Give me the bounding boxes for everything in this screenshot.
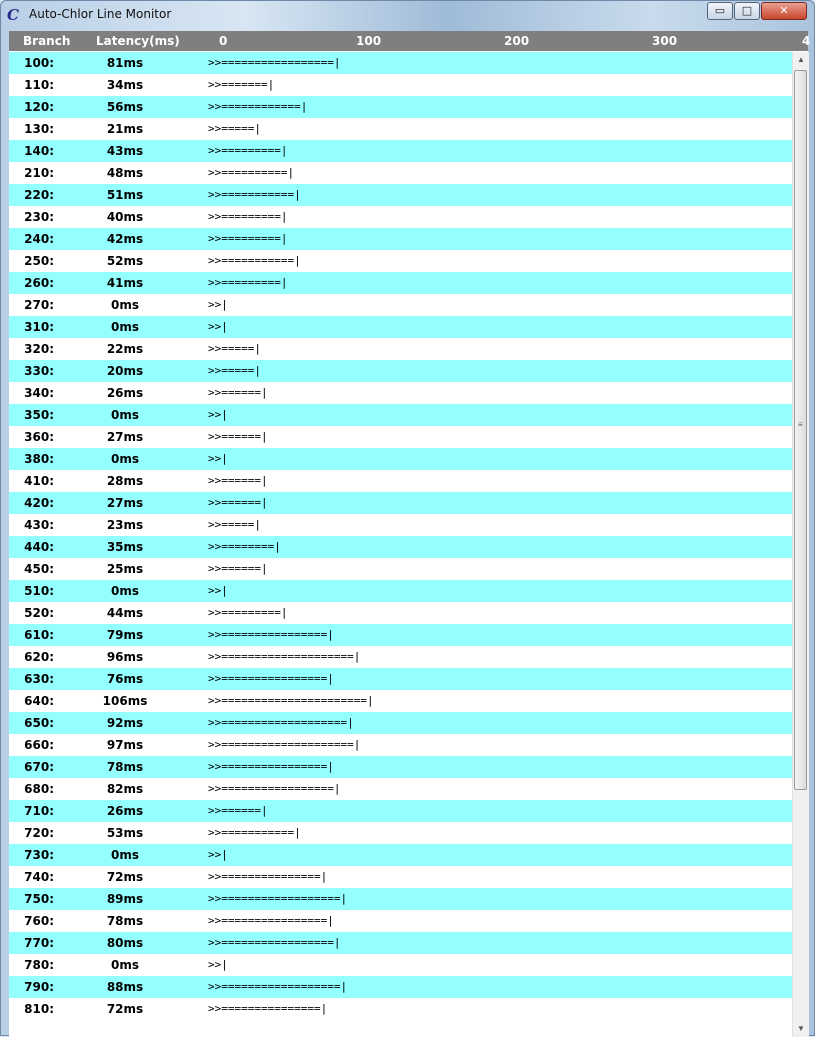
latency-bar: >>======| [208,474,268,487]
latency-bar: >>=====| [208,518,261,531]
latency-bar: >>=====| [208,364,261,377]
branch-row [9,448,792,470]
latency-bar: >>=================| [208,782,341,795]
branch-row [9,228,792,250]
branch-number: 220: [24,188,54,202]
branch-number: 240: [24,232,54,246]
scroll-thumb[interactable] [794,70,807,790]
latency-value: 41ms [106,276,144,290]
branch-row [9,888,792,910]
branch-number: 620: [24,650,54,664]
latency-bar: >>================| [208,914,334,927]
branch-row [9,118,792,140]
latency-value: 82ms [106,782,144,796]
latency-bar: >>================| [208,628,334,641]
branch-row [9,976,792,998]
latency-bar: >>====================| [208,738,361,751]
branch-number: 770: [24,936,54,950]
branch-row [9,800,792,822]
latency-bar: >>=================| [208,56,341,69]
branch-number: 330: [24,364,54,378]
latency-value: 43ms [106,144,144,158]
latency-value: 88ms [106,980,144,994]
scale-tick-200: 200 [504,34,530,48]
branch-row [9,52,792,74]
branch-row [9,998,792,1020]
latency-value: 0ms [111,408,139,422]
branch-number: 610: [24,628,54,642]
branch-number: 750: [24,892,54,906]
latency-bar: >>======| [208,562,268,575]
latency-bar: >>===================| [208,716,354,729]
branch-row [9,426,792,448]
branch-row [9,96,792,118]
scroll-up-arrow-icon[interactable]: ▲ [797,55,805,64]
app-logo-icon: C [7,6,19,24]
grip-icon: ≡ [798,420,803,429]
branch-number: 510: [24,584,54,598]
latency-value: 92ms [106,716,144,730]
branch-number: 810: [24,1002,54,1016]
branch-number: 360: [24,430,54,444]
latency-bar: >>=========| [208,276,288,289]
branch-row [9,932,792,954]
latency-bar: >>==================| [208,892,348,905]
branch-number: 730: [24,848,54,862]
latency-value: 0ms [111,958,139,972]
branch-row [9,602,792,624]
branch-row [9,712,792,734]
branch-row [9,140,792,162]
branch-row [9,272,792,294]
branch-number: 450: [24,562,54,576]
branch-row [9,206,792,228]
latency-value: 72ms [106,870,144,884]
latency-bar: >>===========| [208,188,301,201]
branch-row [9,404,792,426]
latency-value: 0ms [111,848,139,862]
branch-row [9,756,792,778]
branch-row [9,492,792,514]
branch-number: 250: [24,254,54,268]
latency-bar: >>| [208,320,228,333]
latency-bar: >>========| [208,540,281,553]
vertical-scrollbar[interactable] [792,52,809,1037]
branch-row [9,514,792,536]
latency-bar: >>======| [208,386,268,399]
branch-row [9,954,792,976]
branch-row [9,294,792,316]
latency-value: 51ms [106,188,144,202]
branch-row [9,822,792,844]
minimize-button[interactable]: ▭ [707,2,733,20]
column-header [9,31,811,51]
latency-value: 23ms [106,518,144,532]
latency-value: 0ms [111,584,139,598]
latency-bar: >>============| [208,100,308,113]
latency-value: 53ms [106,826,144,840]
latency-value: 96ms [106,650,144,664]
branch-list [9,52,792,1037]
branch-number: 430: [24,518,54,532]
latency-value: 0ms [111,320,139,334]
latency-value: 40ms [106,210,144,224]
latency-value: 26ms [106,804,144,818]
branch-row [9,580,792,602]
branch-number: 270: [24,298,54,312]
scale-tick-300: 300 [652,34,678,48]
branch-row [9,646,792,668]
branch-row [9,162,792,184]
latency-value: 26ms [106,386,144,400]
latency-value: 44ms [106,606,144,620]
branch-row [9,866,792,888]
branch-number: 790: [24,980,54,994]
branch-number: 630: [24,672,54,686]
latency-value: 35ms [106,540,144,554]
latency-value: 0ms [111,298,139,312]
branch-number: 260: [24,276,54,290]
latency-bar: >>=======| [208,78,275,91]
latency-bar: >>| [208,848,228,861]
latency-bar: >>| [208,408,228,421]
close-button[interactable]: ✕ [761,2,807,20]
branch-number: 740: [24,870,54,884]
latency-value: 27ms [106,496,144,510]
branch-number: 320: [24,342,54,356]
scroll-down-arrow-icon[interactable]: ▼ [797,1024,805,1033]
latency-value: 97ms [106,738,144,752]
scale-tick-100: 100 [356,34,382,48]
latency-value: 28ms [106,474,144,488]
branch-row [9,250,792,272]
latency-bar: >>| [208,452,228,465]
branch-number: 350: [24,408,54,422]
maximize-button[interactable]: □ [734,2,760,20]
branch-row [9,910,792,932]
scale-tick-400: 4 [802,34,811,48]
latency-value: 34ms [106,78,144,92]
title-bar[interactable] [1,1,814,29]
branch-row [9,690,792,712]
latency-bar: >>===========| [208,254,301,267]
window-title: Auto-Chlor Line Monitor [29,7,172,21]
branch-row [9,734,792,756]
latency-bar: >>| [208,584,228,597]
branch-number: 670: [24,760,54,774]
branch-row [9,624,792,646]
latency-value: 80ms [106,936,144,950]
branch-number: 310: [24,320,54,334]
latency-bar: >>==========| [208,166,295,179]
latency-value: 106ms [102,694,148,708]
latency-bar: >>====================| [208,650,361,663]
branch-number: 720: [24,826,54,840]
latency-bar: >>| [208,298,228,311]
branch-row [9,74,792,96]
branch-number: 780: [24,958,54,972]
branch-number: 110: [24,78,54,92]
scale-tick-0: 0 [219,34,228,48]
branch-row [9,536,792,558]
latency-value: 25ms [106,562,144,576]
branch-row [9,382,792,404]
branch-number: 650: [24,716,54,730]
branch-number: 340: [24,386,54,400]
latency-value: 56ms [106,100,144,114]
latency-bar: >>===============| [208,1002,328,1015]
branch-row [9,338,792,360]
branch-number: 440: [24,540,54,554]
latency-bar: >>=========| [208,144,288,157]
branch-number: 130: [24,122,54,136]
branch-row [9,668,792,690]
branch-number: 410: [24,474,54,488]
branch-number: 660: [24,738,54,752]
latency-value: 27ms [106,430,144,444]
latency-bar: >>=========| [208,210,288,223]
latency-bar: >>===============| [208,870,328,883]
latency-value: 48ms [106,166,144,180]
latency-value: 21ms [106,122,144,136]
branch-number: 680: [24,782,54,796]
branch-row [9,184,792,206]
branch-number: 120: [24,100,54,114]
branch-number: 140: [24,144,54,158]
latency-value: 89ms [106,892,144,906]
branch-number: 640: [24,694,54,708]
latency-bar: >>======| [208,430,268,443]
latency-value: 79ms [106,628,144,642]
branch-row [9,470,792,492]
latency-bar: >>=========| [208,606,288,619]
branch-number: 230: [24,210,54,224]
latency-column-header: Latency(ms) [96,34,180,48]
latency-value: 76ms [106,672,144,686]
branch-number: 760: [24,914,54,928]
latency-value: 78ms [106,760,144,774]
latency-bar: >>======================| [208,694,374,707]
latency-bar: >>=====| [208,122,261,135]
latency-bar: >>======| [208,496,268,509]
branch-number: 710: [24,804,54,818]
branch-row [9,558,792,580]
latency-bar: >>| [208,958,228,971]
latency-bar: >>=================| [208,936,341,949]
latency-bar: >>=====| [208,342,261,355]
latency-value: 78ms [106,914,144,928]
latency-bar: >>=========| [208,232,288,245]
latency-value: 42ms [106,232,144,246]
monitor-panel [9,31,811,1037]
latency-value: 20ms [106,364,144,378]
latency-value: 72ms [106,1002,144,1016]
branch-row [9,316,792,338]
latency-bar: >>===========| [208,826,301,839]
branch-number: 380: [24,452,54,466]
latency-value: 52ms [106,254,144,268]
latency-bar: >>================| [208,760,334,773]
latency-bar: >>==================| [208,980,348,993]
branch-column-header: Branch [23,34,71,48]
latency-bar: >>================| [208,672,334,685]
branch-number: 420: [24,496,54,510]
branch-row [9,778,792,800]
latency-value: 0ms [111,452,139,466]
branch-number: 520: [24,606,54,620]
branch-number: 100: [24,56,54,70]
latency-value: 81ms [106,56,144,70]
latency-value: 22ms [106,342,144,356]
latency-bar: >>======| [208,804,268,817]
branch-number: 210: [24,166,54,180]
branch-row [9,360,792,382]
branch-row [9,844,792,866]
